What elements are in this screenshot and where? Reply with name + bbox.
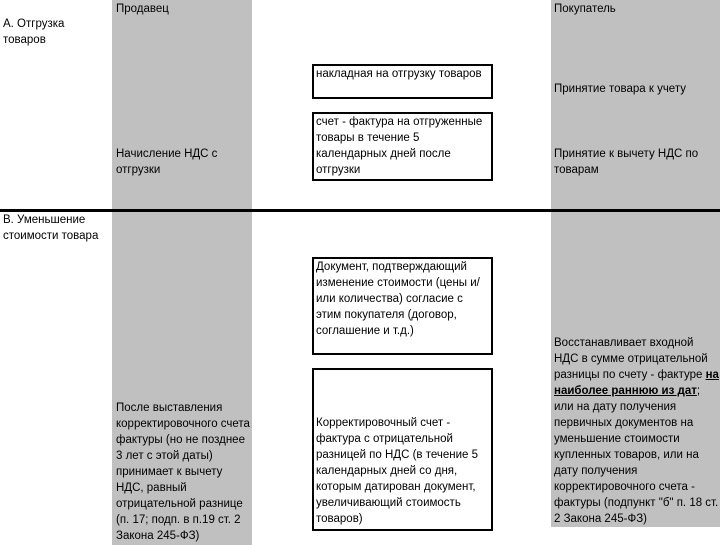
document-box-waybill: накладная на отгрузку товаров <box>312 64 493 99</box>
section-a-label: А. Отгрузка товаров <box>3 18 65 46</box>
document-box-invoice: счет - фактура на отгруженные товары в течение 5 календарных дней после отгрузки <box>312 112 493 181</box>
buyer-text-pre: Восстанавливает входной НДС в сумме отрицательной разницы по счету - фактуре <box>554 337 708 381</box>
section-b-label: В. Уменьшение стоимости товара <box>3 214 99 242</box>
document-box-corrective-invoice: Корректировочный счет - фактура с отрицательной разницей по НДС (в течение 5 календарных дней со дня, которым датирован документ, увеличивающий стоимость товаров) <box>312 368 493 531</box>
buyer-vat-deduction: Принятие к вычету НДС по товарам <box>554 148 699 176</box>
buyer-text-emphasis: на наиболее раннюю из дат <box>554 369 719 397</box>
seller-vat-charge: Начисление НДС с отгрузки <box>116 148 218 176</box>
section-divider <box>0 209 720 212</box>
buyer-text-post: ; или на дату получения первичных документов на уменьшение стоимости купленных товаров, или на дату получения корректировочного счета - фактуры (подпункт "б" п. 18 ст. 2 Закона 245-ФЗ) <box>554 385 719 525</box>
buyer-header: Покупатель <box>554 3 616 15</box>
seller-header: Продавец <box>116 3 169 15</box>
buyer-goods-accept: Принятие товара к учету <box>554 83 686 95</box>
seller-deduction-text: После выставления корректировочного счета фактуры (но не позднее 3 лет с этой даты) принимает к вычету НДС, равный отрицательной разнице (п. 17; подп. в п.19 ст. 2 Закона 245-ФЗ) <box>116 402 250 542</box>
buyer-vat-restore-text <box>554 335 719 527</box>
document-box-price-change: Документ, подтверждающий изменение стоимости (цены и/или количества) согласие с этим покупателя (договор, соглашение и т.д.) <box>312 257 493 355</box>
